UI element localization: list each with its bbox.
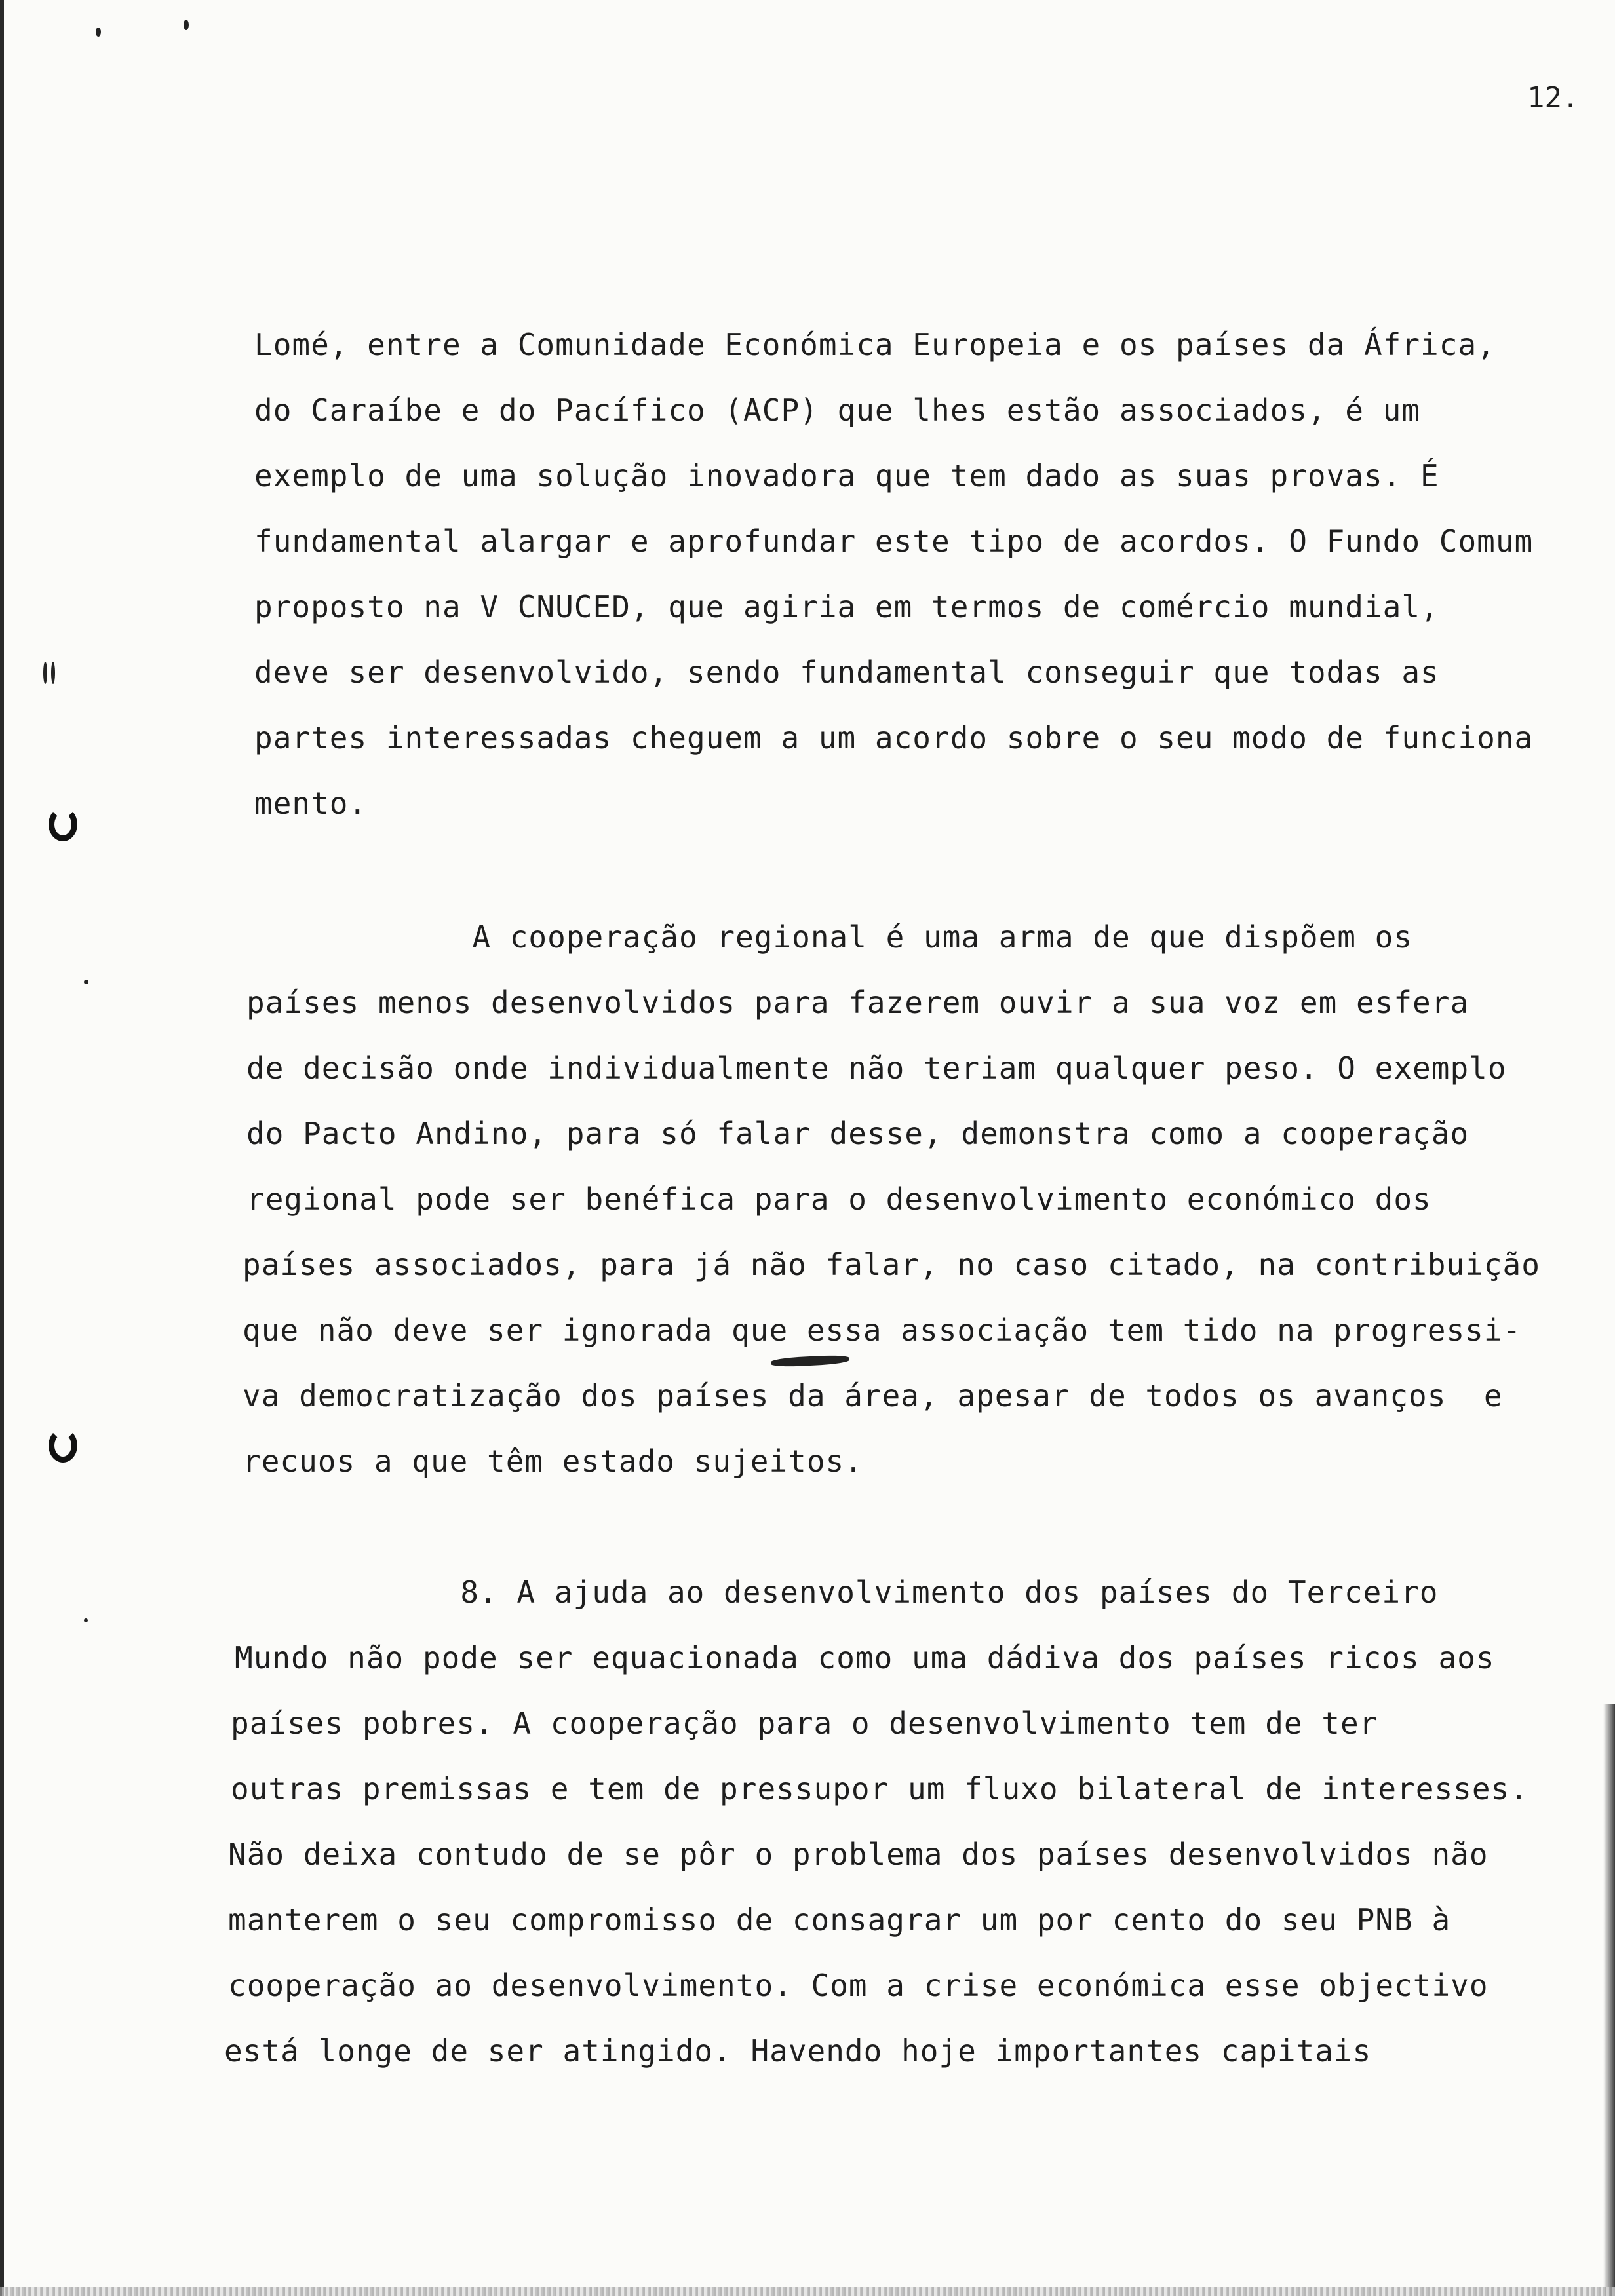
- text-line: Lomé, entre a Comunidade Económica Europeia e os países da África,: [254, 327, 1496, 362]
- speck-mark: [43, 662, 47, 684]
- text-line: proposto na V CNUCED, que agiria em termos de comércio mundial,: [254, 589, 1439, 624]
- speck-mark: [51, 662, 55, 684]
- text-line: exemplo de uma solução inovadora que tem dado as suas provas. É: [254, 458, 1439, 493]
- text-line: manterem o seu compromisso de consagrar um por cento do seu PNB à: [228, 1902, 1451, 1938]
- text-line: Não deixa contudo de se pôr o problema dos países desenvolvidos não: [228, 1837, 1489, 1872]
- text-line: recuos a que têm estado sujeitos.: [243, 1444, 863, 1479]
- scan-left-edge: [0, 0, 4, 2296]
- page-number: 12.: [1527, 81, 1580, 115]
- handwritten-insertion-mark: [771, 1354, 850, 1368]
- text-line: do Caraíbe e do Pacífico (ACP) que lhes estão associados, é um: [254, 392, 1421, 428]
- punch-hole-upper: [49, 807, 77, 841]
- text-line: países pobres. A cooperação para o desenvolvimento tem de ter: [231, 1706, 1378, 1741]
- text-line: mento.: [254, 786, 368, 821]
- text-line: de decisão onde individualmente não teriam qualquer peso. O exemplo: [246, 1050, 1507, 1086]
- scan-bottom-edge: [0, 2287, 1615, 2296]
- text-line: do Pacto Andino, para só falar desse, demonstra como a cooperação: [246, 1116, 1469, 1151]
- punch-hole-lower: [49, 1428, 77, 1463]
- text-line: deve ser desenvolvido, sendo fundamental conseguir que todas as: [254, 655, 1439, 690]
- text-line: 8. A ajuda ao desenvolvimento dos países do Terceiro: [235, 1575, 1439, 1610]
- text-line: cooperação ao desenvolvimento. Com a crise económica esse objectivo: [228, 1968, 1489, 2003]
- text-line: países menos desenvolvidos para fazerem ouvir a sua voz em esfera: [246, 985, 1469, 1020]
- speck-mark: [96, 28, 101, 37]
- scan-right-edge: [1603, 1704, 1615, 2296]
- text-line: Mundo não pode ser equacionada como uma dádiva dos países ricos aos: [235, 1640, 1495, 1675]
- text-line: va democratização dos países da área, apesar de todos os avanços e: [243, 1378, 1503, 1413]
- text-line: A cooperação regional é uma arma de que dispõem os: [246, 919, 1413, 955]
- text-line: que não deve ser ignorada que essa associação tem tido na progressi-: [243, 1312, 1522, 1348]
- text-line: fundamental alargar e aprofundar este tipo de acordos. O Fundo Comum: [254, 524, 1534, 559]
- speck-mark: [84, 1618, 88, 1622]
- speck-mark: [84, 980, 88, 984]
- speck-mark: [184, 20, 189, 30]
- text-line: partes interessadas cheguem a um acordo sobre o seu modo de funciona: [254, 720, 1534, 756]
- text-line: regional pode ser benéfica para o desenvolvimento económico dos: [246, 1181, 1431, 1217]
- text-line: está longe de ser atingido. Havendo hoje importantes capitais: [224, 2033, 1372, 2069]
- text-line: países associados, para já não falar, no caso citado, na contribuição: [243, 1247, 1540, 1282]
- text-line: outras premissas e tem de pressupor um fluxo bilateral de interesses.: [231, 1771, 1528, 1807]
